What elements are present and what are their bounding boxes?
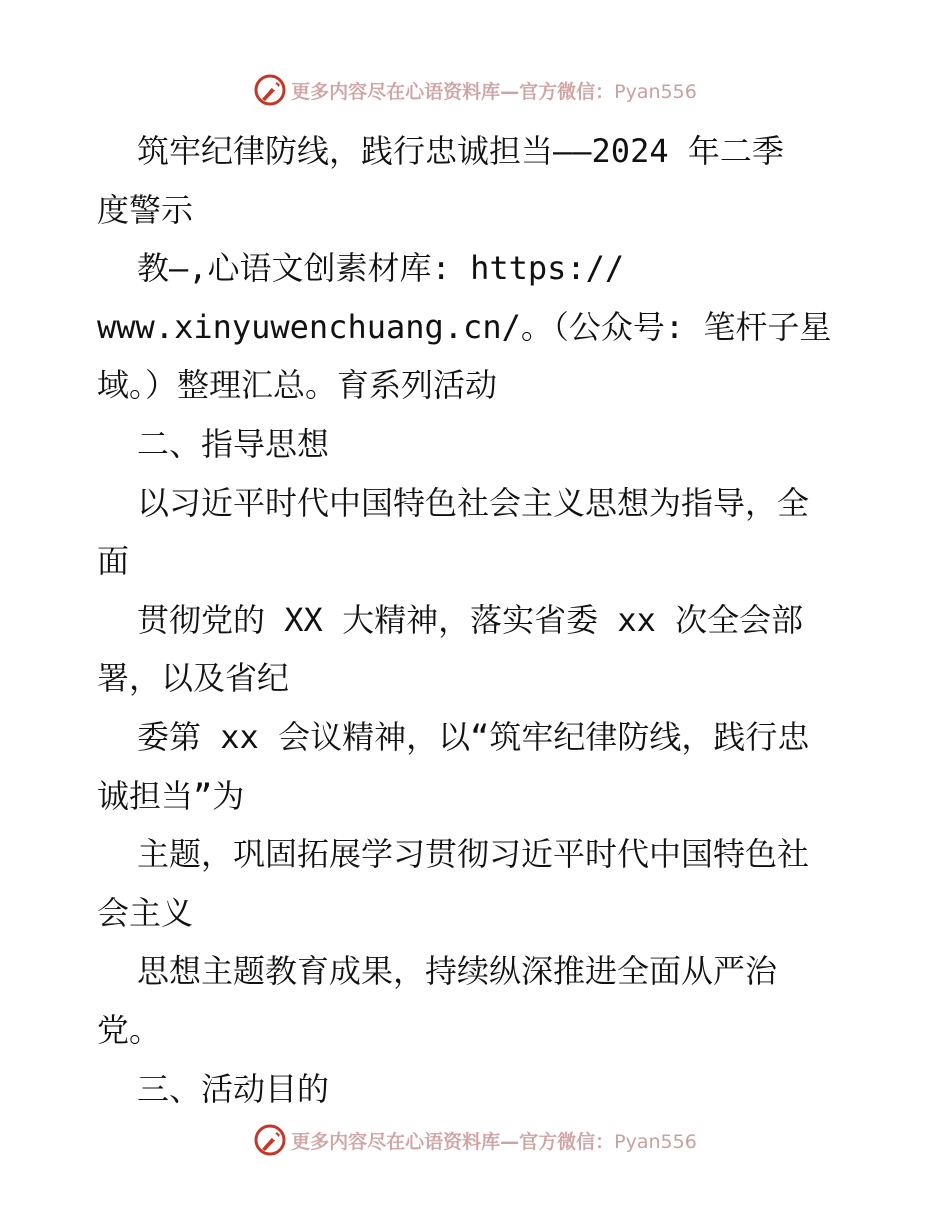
- document-line: 筑牢纪律防线，践行忠诚担当——2024 年二季: [137, 132, 784, 170]
- header-watermark-banner: [0, 70, 950, 110]
- document-line: 三、活动目的: [137, 1069, 330, 1108]
- footer-watermark-banner: [0, 1120, 950, 1160]
- watermark-wechat-id: Pyan556: [614, 80, 697, 103]
- watermark-text: [291, 77, 697, 104]
- pen-logo-icon: [253, 73, 287, 107]
- watermark-text: [291, 1127, 697, 1154]
- document-line: 以习近平时代中国特色社会主义思想为指导，全: [137, 483, 810, 522]
- document-line: 贯彻党的 XX 大精神，落实省委 xx 次全会部: [137, 600, 804, 639]
- watermark-wechat-id: Pyan556: [614, 1130, 697, 1153]
- document-line: 面: [97, 542, 130, 581]
- document-body: [97, 122, 867, 1118]
- document-line: 教—,心语文创素材库: https://: [137, 249, 625, 288]
- watermark-text-cn: 更多内容尽在心语资料库—官方微信：: [291, 1130, 615, 1153]
- pen-logo-icon: [253, 1123, 287, 1157]
- watermark-text-cn: 更多内容尽在心语资料库—官方微信：: [291, 80, 615, 103]
- document-line: 二、指导思想: [137, 424, 330, 463]
- document-line: 党。: [97, 1010, 162, 1049]
- document-line: 署，以及省纪: [97, 659, 290, 698]
- document-line: 思想主题教育成果，持续纵深推进全面从严治: [137, 952, 778, 991]
- document-line: 域。）整理汇总。育系列活动: [97, 366, 498, 405]
- document-line: 委第 xx 会议精神，以“筑牢纪律防线，践行忠: [137, 717, 810, 756]
- document-line: www.xinyuwenchuang.cn/。（公众号: 笔杆子星: [97, 307, 832, 346]
- document-line: 主题，巩固拓展学习贯彻习近平时代中国特色社: [137, 835, 810, 874]
- document-line: 会主义: [97, 893, 194, 932]
- document-line: 诚担当”为: [97, 776, 245, 815]
- document-line: 度警示: [97, 190, 194, 229]
